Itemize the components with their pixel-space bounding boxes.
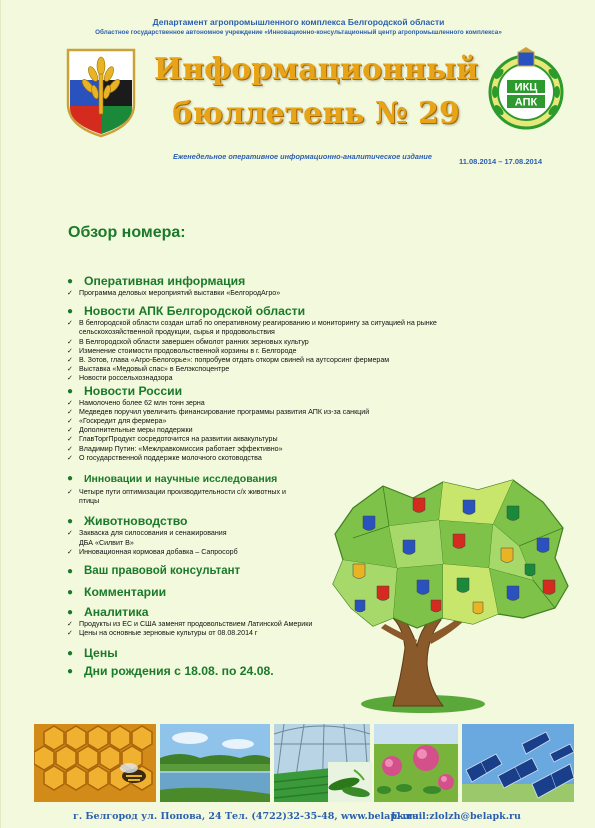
- bullet-icon: ●: [67, 385, 74, 397]
- svg-text:АПК: АПК: [514, 96, 538, 109]
- list-item[interactable]: ДБА «Силвит В»: [67, 539, 497, 548]
- section-title[interactable]: ● Ваш правовой консультант: [67, 565, 241, 578]
- institution-name: Областное государственное автономное учреждение «Инновационно-консультационный центр агропромышленного комплекса»: [95, 29, 502, 36]
- section-title[interactable]: ● Оперативная информация: [67, 274, 246, 288]
- ikc-apk-logo-icon: [487, 46, 565, 134]
- list-item[interactable]: ✓ ГлавТоргПродукт сосредоточится на развитии аквакультуры: [67, 435, 278, 444]
- check-icon: [67, 539, 79, 548]
- list-item[interactable]: ✓ В. Зотов, глава «Агро-Белогорье»: попробуем отдать откорм свиней на аутсорсинг фермерам: [67, 356, 390, 365]
- check-icon: ✓: [67, 357, 73, 365]
- bullet-icon: ●: [67, 665, 74, 677]
- issue-dates: 11.08.2014 – 17.08.2014: [459, 157, 542, 166]
- bullet-icon: ●: [67, 275, 74, 287]
- check-icon: ✓: [67, 489, 73, 497]
- department-name: Департамент агропромышленного комплекса Белгородской области: [152, 17, 445, 27]
- check-icon: ✓: [67, 347, 73, 355]
- section-title[interactable]: ● Цены: [67, 646, 118, 661]
- honeycomb-bee-photo: [34, 724, 156, 802]
- check-icon: ✓: [67, 436, 73, 444]
- bulletin-subtitle: Еженедельное оперативное информационно-аналитическое издание: [173, 152, 432, 161]
- check-icon: ✓: [67, 548, 73, 556]
- cucumbers-photo: [328, 762, 372, 802]
- bulletin-title-line2: бюллетень № 29: [172, 96, 460, 131]
- section-title[interactable]: ● Животноводство: [67, 514, 188, 529]
- section-title[interactable]: ● Новости АПК Белгородской области: [67, 304, 306, 319]
- photo-strip: [34, 724, 574, 802]
- list-item[interactable]: ✓ В белгородской области создан штаб по оперативному реагированию и мониторингу за ситуацией на рынке сельскохозяйственной продукции, сырья и продовольствия: [67, 319, 437, 337]
- check-icon: ✓: [67, 630, 73, 638]
- section-title[interactable]: ● Инновации и научные исследования: [67, 472, 278, 485]
- check-icon: ✓: [67, 408, 73, 416]
- check-icon: ✓: [67, 375, 73, 383]
- check-icon: ✓: [67, 399, 73, 407]
- check-icon: ✓: [67, 418, 73, 426]
- check-icon: ✓: [67, 366, 73, 374]
- list-item[interactable]: ✓ Четыре пути оптимизации производительности с/х животных и птицы: [67, 488, 287, 506]
- bullet-icon: ●: [67, 473, 74, 485]
- list-item[interactable]: ✓ О государственной поддержке молочного скотоводства: [67, 453, 262, 462]
- list-item[interactable]: ✓ Программа деловых мероприятий выставки «БелгородАгро»: [67, 289, 281, 297]
- bullet-icon: ●: [67, 565, 74, 577]
- check-icon: ✓: [67, 290, 73, 297]
- check-icon: ✓: [67, 530, 73, 538]
- overview-title: Обзор номера:: [68, 224, 186, 241]
- list-item[interactable]: ✓ В Белгородской области завершен обмолот ранних зерновых культур: [67, 337, 309, 346]
- section-title[interactable]: ● Комментарии: [67, 585, 167, 600]
- check-icon: ✓: [67, 445, 73, 453]
- list-item[interactable]: ✓ Инновационная кормовая добавка – Сапросорб: [67, 547, 238, 556]
- list-item[interactable]: ✓ Закваска для силосования и сенажирования: [67, 529, 227, 538]
- emblem-icon: [64, 46, 138, 138]
- check-icon: ✓: [67, 320, 73, 328]
- check-icon: ✓: [67, 427, 73, 435]
- solar-panels-photo: [462, 724, 574, 802]
- list-item[interactable]: ✓ Цены на основные зерновые культуры от 08.08.2014 г: [67, 629, 258, 638]
- region-tree-icon: [293, 468, 583, 718]
- footer-email[interactable]: E-mail:zlolzh@belapk.ru: [391, 811, 521, 822]
- clover-flowers-photo: [374, 724, 458, 802]
- section-title[interactable]: ● Дни рождения с 18.08. по 24.08.: [67, 664, 274, 679]
- bullet-icon: ●: [67, 647, 74, 659]
- list-item[interactable]: ✓ Выставка «Медовый спас» в Белэкспоцентре: [67, 365, 230, 374]
- list-item[interactable]: ✓ Владимир Путин: «Межлравкомиссия работает эффективно»: [67, 444, 283, 453]
- list-item[interactable]: ✓ Изменение стоимости продовольственной корзины в г. Белгороде: [67, 346, 297, 355]
- check-icon: ✓: [67, 338, 73, 346]
- svg-text:ИКЦ: ИКЦ: [514, 81, 538, 94]
- footer-address[interactable]: г. Белгород ул. Попова, 24 Тел. (4722)32-35-48, www.belapk.ru: [73, 811, 419, 822]
- section-title[interactable]: ● Аналитика: [67, 605, 149, 620]
- list-item[interactable]: ✓ Дополнительные меры поддержки: [67, 426, 193, 435]
- list-item[interactable]: ✓ Намолочено более 62 млн тонн зерна: [67, 398, 205, 407]
- list-item[interactable]: ✓ Новости россельхознадзора: [67, 374, 173, 383]
- bullet-icon: ●: [67, 606, 74, 618]
- river-landscape-photo: [160, 724, 270, 802]
- section-title[interactable]: ● Новости России: [67, 384, 183, 399]
- bullet-icon: ●: [67, 305, 74, 317]
- bullet-icon: ●: [67, 515, 74, 527]
- check-icon: ✓: [67, 621, 73, 629]
- list-item[interactable]: ✓ Медведев поручил увеличить финансирование программы развития АПК из-за санкций: [67, 407, 370, 416]
- list-item[interactable]: ✓ Продукты из ЕС и США заменят продовольствием Латинской Америки: [67, 620, 313, 629]
- check-icon: ✓: [67, 454, 73, 462]
- list-item[interactable]: ✓ «Госкредит для фермера»: [67, 417, 167, 426]
- bullet-icon: ●: [67, 586, 74, 598]
- bulletin-title-line1: Информационный: [153, 52, 479, 87]
